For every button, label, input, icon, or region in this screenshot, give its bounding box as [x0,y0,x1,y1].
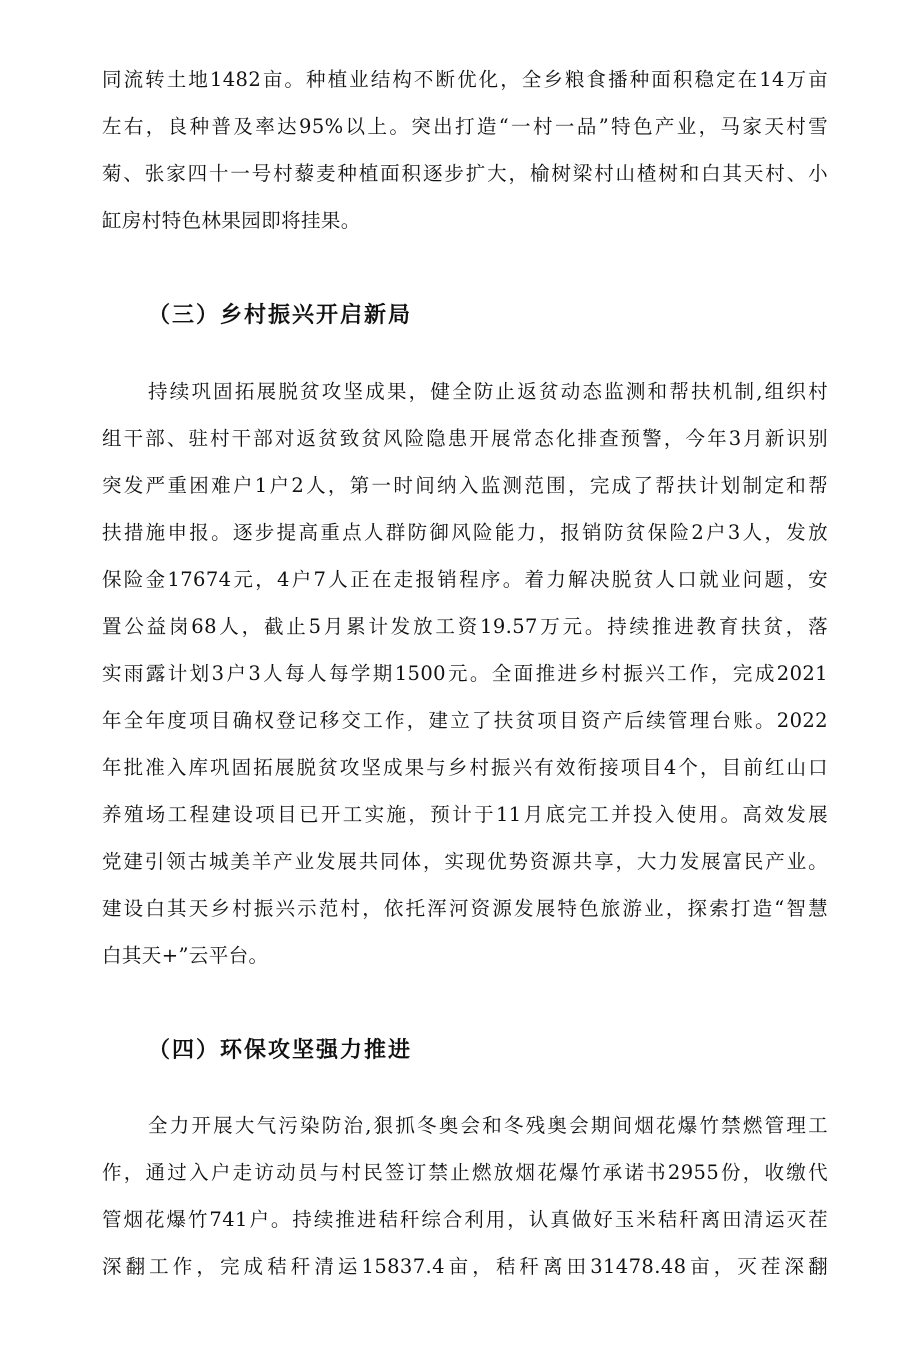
paragraph-1-line-3: 菊、张家四十一号村藜麦种植面积逐步扩大，榆树梁村山楂树和白其天村、小 [102,162,828,185]
paragraph-1-line-4: 缸房村特色林果园即将挂果。 [102,209,361,232]
paragraph-2-line-4: 扶措施申报。逐步提高重点人群防御风险能力，报销防贫保险2户3人，发放 [102,521,828,544]
paragraph-3-line-3: 管烟花爆竹741户。持续推进秸秆综合利用，认真做好玉米秸秆离田清运灭茬 [102,1208,828,1231]
paragraph-3-line-2: 作，通过入户走访动员与村民签订禁止燃放烟花爆竹承诺书2955份，收缴代 [102,1161,828,1184]
paragraph-3-line-4: 深翻工作，完成秸秆清运15837.4亩，秸秆离田31478.48亩，灭茬深翻 [102,1255,828,1278]
paragraph-1-line-2: 左右，良种普及率达95%以上。突出打造“一村一品”特色产业，马家天村雪 [102,115,828,138]
paragraph-2-line-6: 置公益岗68人，截止5月累计发放工资19.57万元。持续推进教育扶贫，落 [102,615,828,638]
section-heading-4: （四）环保攻坚强力推进 [148,1037,413,1063]
paragraph-2-line-2: 组干部、驻村干部对返贫致贫风险隐患开展常态化排查预警，今年3月新识别 [102,427,828,450]
paragraph-2-line-13: 白其天+”云平台。 [102,944,269,967]
paragraph-2-line-12: 建设白其天乡村振兴示范村，依托浑河资源发展特色旅游业，探索打造“智慧 [102,897,828,920]
paragraph-2-line-11: 党建引领古城美羊产业发展共同体，实现优势资源共享，大力发展富民产业。 [102,850,828,873]
paragraph-2-line-8: 年全年度项目确权登记移交工作，建立了扶贫项目资产后续管理台账。2022 [102,709,828,732]
paragraph-2-line-5: 保险金17674元，4户7人正在走报销程序。着力解决脱贫人口就业问题，安 [102,568,828,591]
section-heading-3: （三）乡村振兴开启新局 [148,302,413,328]
paragraph-2-line-7: 实雨露计划3户3人每人每学期1500元。全面推进乡村振兴工作，完成2021 [102,662,828,685]
paragraph-2-line-9: 年批准入库巩固拓展脱贫攻坚成果与乡村振兴有效衔接项目4个，目前红山口 [102,756,828,779]
paragraph-1-line-1: 同流转土地1482亩。种植业结构不断优化，全乡粮食播种面积稳定在14万亩 [102,68,828,91]
paragraph-2-line-3: 突发严重困难户1户2人，第一时间纳入监测范围，完成了帮扶计划制定和帮 [102,474,828,497]
paragraph-3-line-1: 全力开展大气污染防治,狠抓冬奥会和冬残奥会期间烟花爆竹禁燃管理工 [148,1114,828,1137]
paragraph-2-line-1: 持续巩固拓展脱贫攻坚成果，健全防止返贫动态监测和帮扶机制,组织村 [148,380,828,403]
paragraph-2-line-10: 养殖场工程建设项目已开工实施，预计于11月底完工并投入使用。高效发展 [102,803,828,826]
